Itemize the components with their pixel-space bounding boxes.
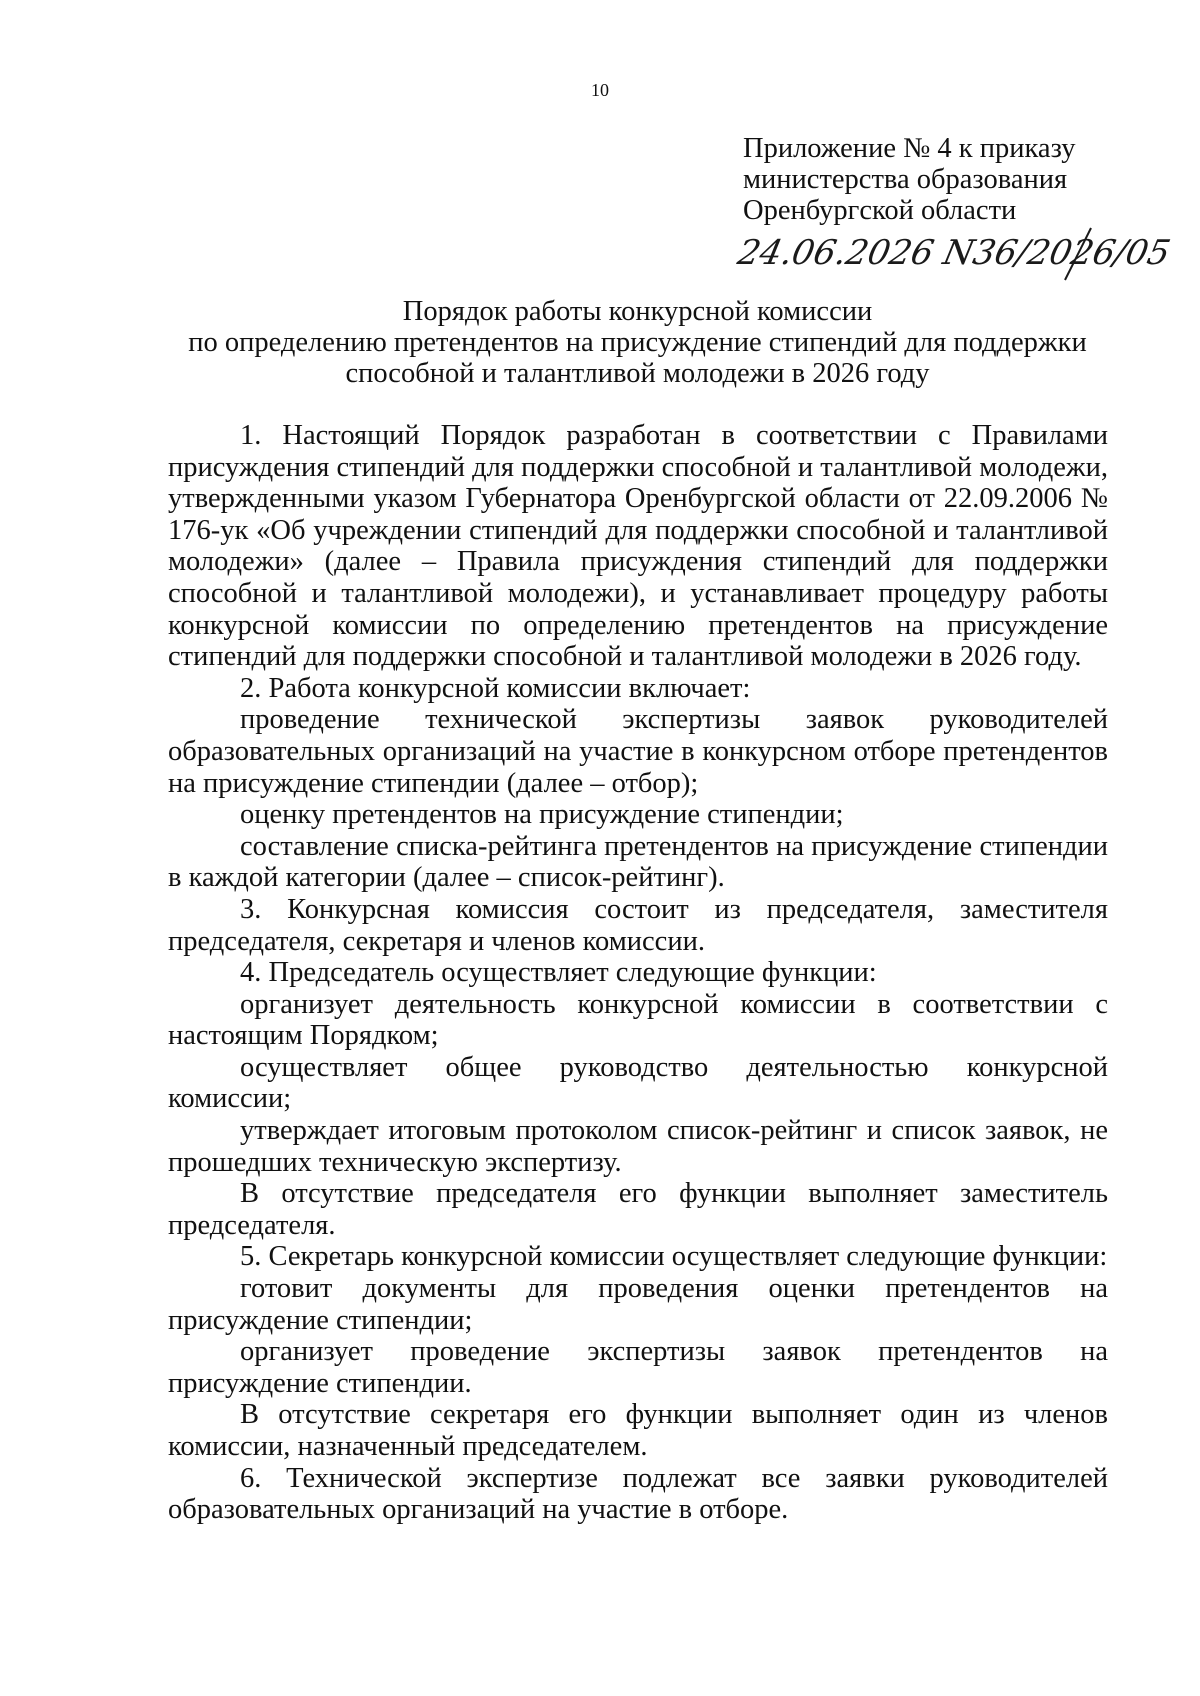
- paragraph: 1. Настоящий Порядок разработан в соответствии с Правилами присуждения стипендий для поддержки способной и талантливой молодежи, утвержденными указом Губернатора Оренбургской области от 22.09.2006 № 176-ук «Об учреждении стипендий для поддержки способной и талантливой молодежи» (далее – Правила присуждения стипендий для поддержки способной и талантливой молодежи), и устанавливает процедуру работы конкурсной комиссии по определению претендентов на присуждение стипендий для поддержки способной и талантливой молодежи в 2026 году.: [168, 420, 1108, 673]
- paragraph: 4. Председатель осуществляет следующие функции:: [240, 957, 877, 989]
- paragraph: составление списка-рейтинга претендентов на присуждение стипендии в каждой категории (далее – список-рейтинг).: [168, 830, 1108, 894]
- title-line-1: Порядок работы конкурсной комиссии: [402, 296, 873, 327]
- paragraph: В отсутствие секретаря его функции выполняет один из членов комиссии, назначенный председателем.: [168, 1399, 1108, 1462]
- handwritten-date-text: 24.06.2026 N36/2026/05: [734, 233, 1174, 273]
- paragraph: организует проведение экспертизы заявок претендентов на присуждение стипендии.: [168, 1336, 1108, 1399]
- paragraph: готовит документы для проведения оценки претендентов на присуждение стипендии;: [168, 1273, 1108, 1336]
- appendix-header: [743, 133, 1075, 226]
- appendix-line-1: Приложение № 4 к приказу: [743, 133, 1076, 164]
- title-line-2: по определению претендентов на присуждение стипендий для поддержки: [188, 327, 1087, 358]
- paragraph: 2. Работа конкурсной комиссии включает:: [240, 672, 751, 704]
- paragraph: оценку претендентов на присуждение стипендии;: [240, 799, 844, 831]
- title-line-3: способной и талантливой молодежи в 2026 году: [345, 358, 930, 389]
- paragraph: В отсутствие председателя его функции выполняет заместитель председателя.: [168, 1178, 1108, 1241]
- document-title: [170, 296, 1105, 389]
- paragraph: 5. Секретарь конкурсной комиссии осуществляет следующие функции:: [240, 1241, 1108, 1273]
- paragraph: организует деятельность конкурсной комиссии в соответствии с настоящим Порядком;: [168, 988, 1108, 1052]
- appendix-line-2: министерства образования: [743, 164, 1068, 195]
- paragraph: 6. Технической экспертизе подлежат все заявки руководителей образовательных организаций на участие в отборе.: [168, 1462, 1108, 1526]
- paragraph: осуществляет общее руководство деятельностью конкурсной комиссии;: [168, 1051, 1108, 1115]
- page-number: 10: [591, 80, 609, 100]
- paragraph: утверждает итоговым протоколом список-рейтинг и список заявок, не прошедших техническую экспертизу.: [168, 1115, 1108, 1178]
- paragraph: проведение технической экспертизы заявок руководителей образовательных организаций на участие в конкурсном отборе претендентов на присуждение стипендии (далее – отбор);: [168, 704, 1108, 799]
- document-body: [168, 420, 1108, 1526]
- appendix-line-3: Оренбургской области: [743, 195, 1017, 226]
- handwritten-date-signature: [734, 222, 1174, 282]
- paragraph: 3. Конкурсная комиссия состоит из председателя, заместителя председателя, секретаря и членов комиссии.: [168, 893, 1108, 957]
